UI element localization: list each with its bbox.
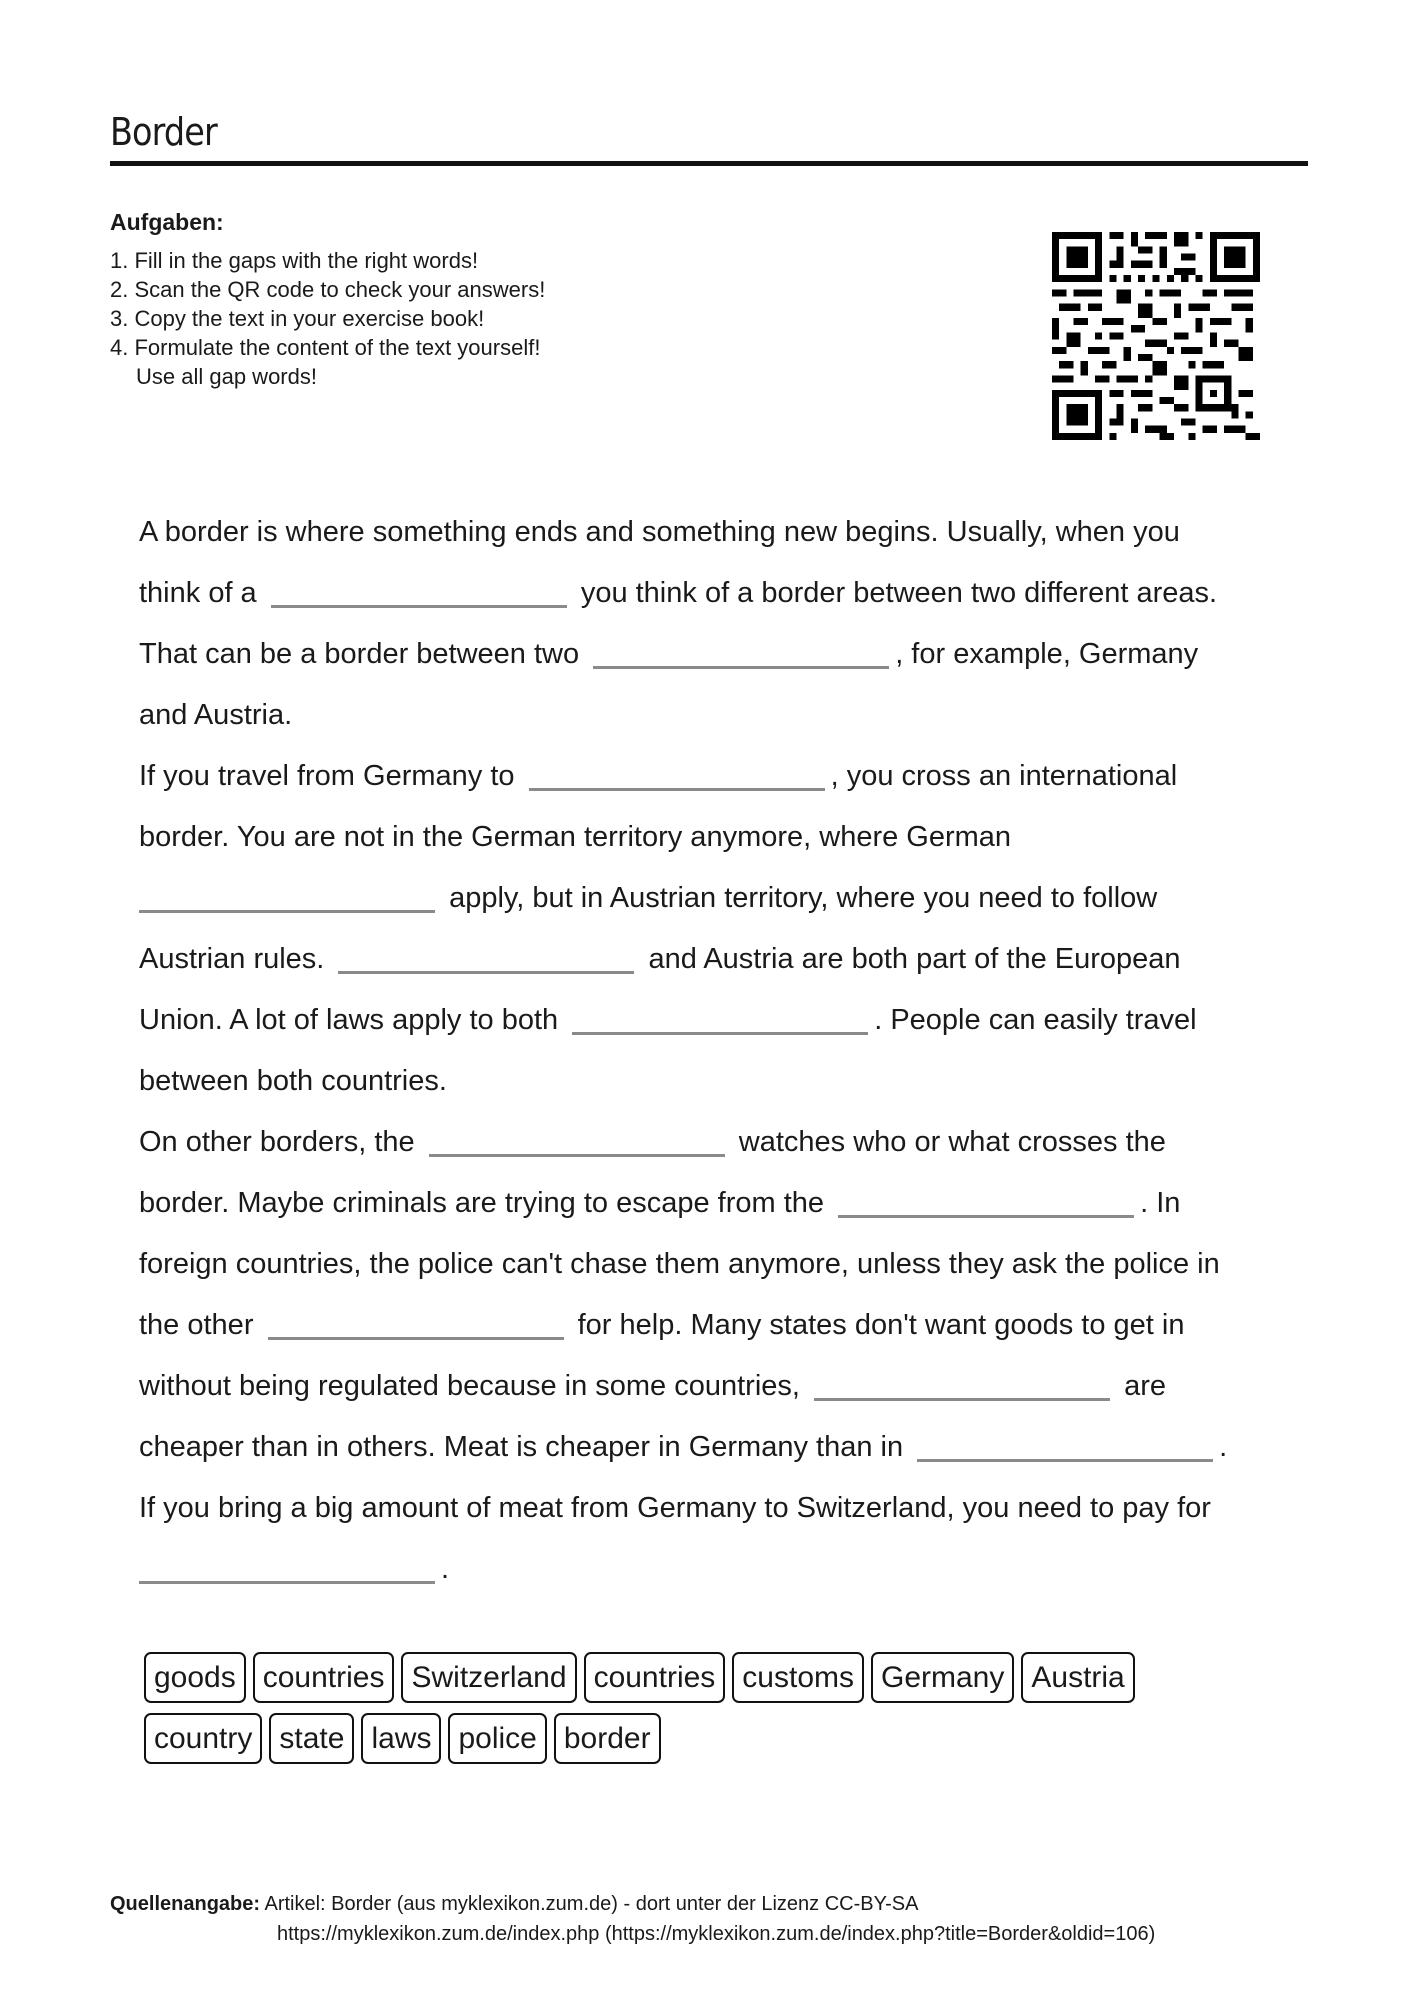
gap-blank[interactable] bbox=[572, 1005, 868, 1035]
source-citation bbox=[110, 1889, 1155, 1949]
gap-blank[interactable] bbox=[814, 1371, 1110, 1401]
word-chip[interactable]: Germany bbox=[871, 1652, 1014, 1703]
title-underline bbox=[110, 161, 1308, 166]
gap-blank[interactable] bbox=[338, 944, 634, 974]
word-chip[interactable]: Austria bbox=[1021, 1652, 1134, 1703]
task-item: Use all gap words! bbox=[136, 364, 317, 389]
gap-blank[interactable] bbox=[268, 1310, 564, 1340]
word-chip[interactable]: Switzerland bbox=[401, 1652, 576, 1703]
gap-blank[interactable] bbox=[429, 1127, 725, 1157]
word-chip[interactable]: country bbox=[144, 1713, 262, 1764]
qr-code-icon[interactable] bbox=[1052, 232, 1260, 440]
word-chip[interactable]: border bbox=[554, 1713, 661, 1764]
task-item: 3. Copy the text in your exercise book! bbox=[110, 306, 485, 331]
task-item: 2. Scan the QR code to check your answers! bbox=[110, 277, 546, 302]
task-list bbox=[110, 246, 545, 391]
tasks-heading: Aufgaben: bbox=[110, 209, 224, 235]
text-line: and Austria. bbox=[139, 699, 293, 731]
worksheet-title: Border bbox=[110, 110, 217, 154]
text-line: think of a you think of a border between two different areas. bbox=[139, 577, 1218, 609]
source-label: Quellenangabe: bbox=[110, 1893, 261, 1915]
gap-blank[interactable] bbox=[139, 883, 435, 913]
text-line: If you bring a big amount of meat from Germany to Switzerland, you need to pay for bbox=[139, 1492, 1211, 1524]
gap-blank[interactable] bbox=[529, 761, 825, 791]
gap-blank[interactable] bbox=[139, 1554, 435, 1584]
word-bank bbox=[144, 1652, 1294, 1774]
text-line: the other for help. Many states don't want goods to get in bbox=[139, 1309, 1185, 1341]
text-line: A border is where something ends and something new begins. Usually, when you bbox=[139, 516, 1180, 548]
text-line: foreign countries, the police can't chase them anymore, unless they ask the police in bbox=[139, 1248, 1220, 1280]
task-item: 4. Formulate the content of the text yourself! bbox=[110, 335, 541, 360]
word-chip[interactable]: state bbox=[269, 1713, 354, 1764]
word-chip[interactable]: countries bbox=[253, 1652, 395, 1703]
word-chip[interactable]: goods bbox=[144, 1652, 246, 1703]
gap-fill-text bbox=[139, 502, 1289, 1600]
text-line: Austrian rules. and Austria are both part of the European bbox=[139, 943, 1181, 975]
word-chip[interactable]: police bbox=[448, 1713, 546, 1764]
text-line: without being regulated because in some countries, are bbox=[139, 1370, 1167, 1402]
gap-blank[interactable] bbox=[271, 578, 567, 608]
text-line: border. You are not in the German territory anymore, where German bbox=[139, 821, 1012, 853]
gap-blank[interactable] bbox=[917, 1432, 1213, 1462]
task-item: 1. Fill in the gaps with the right words! bbox=[110, 248, 479, 273]
text-line: between both countries. bbox=[139, 1065, 447, 1097]
source-article: Artikel: Border (aus myklexikon.zum.de) - dort unter der Lizenz CC-BY-SA bbox=[264, 1893, 919, 1915]
text-line: apply, but in Austrian territory, where you need to follow bbox=[139, 868, 1289, 929]
word-bank-row bbox=[144, 1652, 1294, 1713]
word-chip[interactable]: countries bbox=[584, 1652, 726, 1703]
text-line: If you travel from Germany to , you cross an international bbox=[139, 760, 1178, 792]
text-line: That can be a border between two , for example, Germany bbox=[139, 638, 1199, 670]
gap-blank[interactable] bbox=[593, 639, 889, 669]
text-line: cheaper than in others. Meat is cheaper in Germany than in . bbox=[139, 1431, 1228, 1463]
text-line: Union. A lot of laws apply to both . People can easily travel bbox=[139, 1004, 1197, 1036]
word-chip[interactable]: customs bbox=[732, 1652, 864, 1703]
gap-blank[interactable] bbox=[838, 1188, 1134, 1218]
text-line: . bbox=[139, 1539, 1289, 1600]
text-line: On other borders, the watches who or what crosses the bbox=[139, 1126, 1166, 1158]
word-chip[interactable]: laws bbox=[361, 1713, 441, 1764]
word-bank-row bbox=[144, 1713, 1294, 1774]
text-line: border. Maybe criminals are trying to escape from the . In bbox=[139, 1187, 1181, 1219]
source-url[interactable]: https://myklexikon.zum.de/index.php (https://myklexikon.zum.de/index.php?title=Border&oldid=106) bbox=[277, 1923, 1156, 1945]
